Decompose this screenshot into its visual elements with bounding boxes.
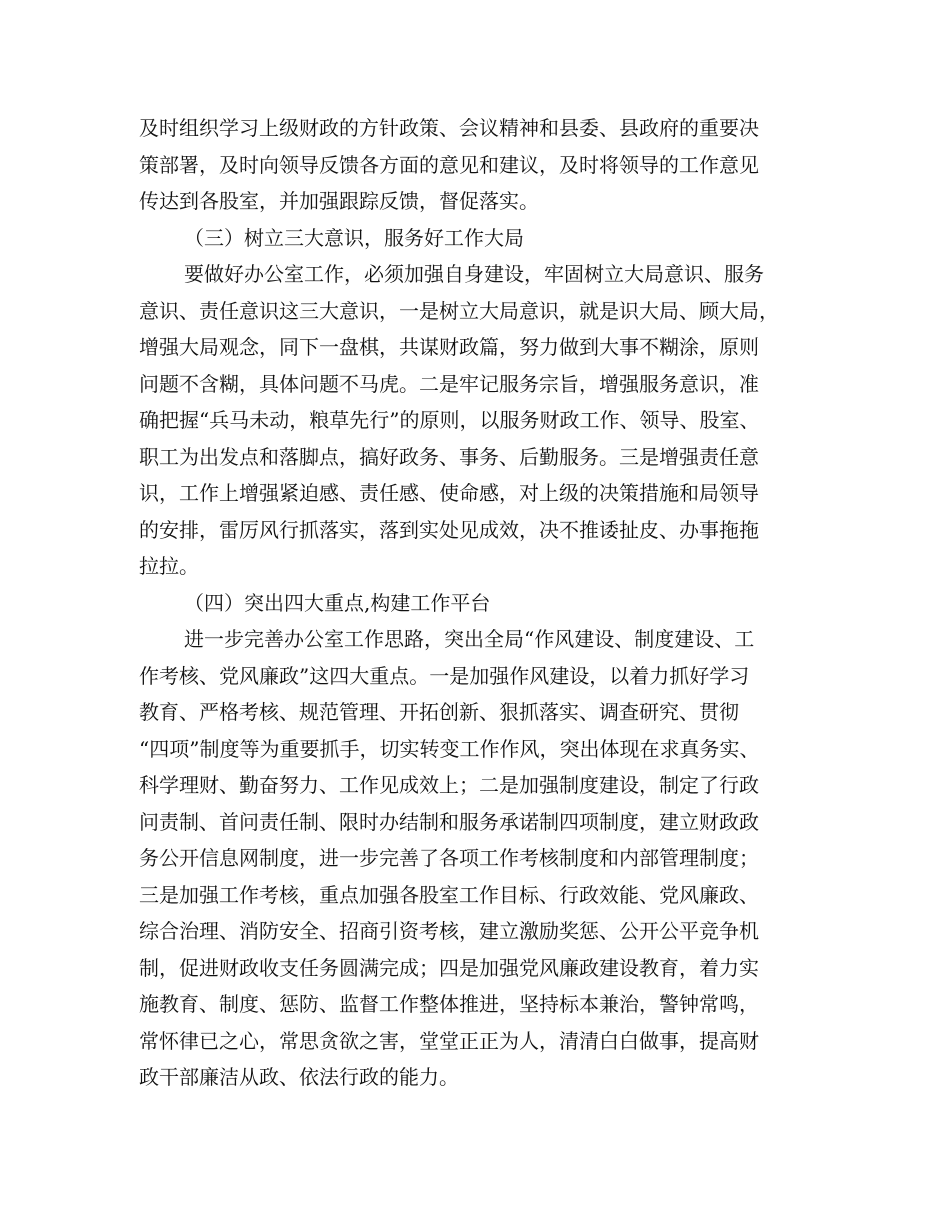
text-line: 务公开信息网制度，进一步完善了各项工作考核制度和内部管理制度； xyxy=(139,846,759,870)
text-line: 要做好办公室工作，必须加强自身建设，牢固树立大局意识、服务 xyxy=(184,262,764,286)
text-line: 教育、严格考核、规范管理、开拓创新、狠抓落实、调查研究、贯彻 xyxy=(139,700,739,724)
text-line: “四项”制度等为重要抓手，切实转变工作作风，突出体现在求真务实、 xyxy=(139,736,760,761)
section-heading-4: （四）突出四大重点,构建工作平台 xyxy=(184,590,491,615)
text-line: 政干部廉洁从政、依法行政的能力。 xyxy=(139,1065,459,1089)
text-line: 职工为出发点和落脚点，搞好政务、事务、后勤服务。三是增强责任意 xyxy=(139,444,759,469)
text-line: 问责制、首问责任制、限时办结制和服务承诺制四项制度，建立财政政 xyxy=(139,809,759,834)
text-line: 的安排，雷厉风行抓落实，落到实处见成效，决不推诿扯皮、办事拖拖 xyxy=(139,517,759,542)
text-line: 识，工作上增强紧迫感、责任感、使命感，对上级的决策措施和局领导 xyxy=(139,481,759,505)
text-line: 及时组织学习上级财政的方针政策、会议精神和县委、县政府的重要决 xyxy=(139,116,759,140)
text-line: 作考核、党风廉政”这四大重点。一是加强作风建设，以着力抓好学习 xyxy=(139,663,750,688)
text-line: 确把握“兵马未动，粮草先行”的原则，以服务财政工作、领导、股室、 xyxy=(139,408,760,432)
text-line: 意识、责任意识这三大意识，一是树立大局意识，就是识大局、顾大局， xyxy=(139,298,779,323)
document-body xyxy=(139,110,819,1096)
text-line: 拉拉。 xyxy=(139,554,199,578)
text-line: 策部署，及时向领导反馈各方面的意见和建议，及时将领导的工作意见 xyxy=(139,152,759,177)
text-line: 制，促进财政收支任务圆满完成；四是加强党风廉政建设教育，着力实 xyxy=(139,955,759,980)
text-line: 问题不含糊，具体问题不马虎。二是牢记服务宗旨，增强服务意识，准 xyxy=(139,371,759,396)
text-line: 进一步完善办公室工作思路，突出全局“作风建设、制度建设、工 xyxy=(184,627,755,651)
text-line: 综合治理、消防安全、招商引资考核，建立激励奖惩、公开公平竞争机 xyxy=(139,919,759,943)
section-heading-3: （三）树立三大意识，服务好工作大局 xyxy=(184,225,524,250)
text-line: 三是加强工作考核，重点加强各股室工作目标、行政效能、党风廉政、 xyxy=(139,882,759,907)
text-line: 科学理财、勤奋努力、工作见成效上；二是加强制度建设，制定了行政 xyxy=(139,773,759,797)
text-line: 传达到各股室，并加强跟踪反馈，督促落实。 xyxy=(139,189,539,213)
text-line: 增强大局观念，同下一盘棋，共谋财政篇，努力做到大事不糊涂，原则 xyxy=(139,335,759,359)
text-line: 施教育、制度、惩防、监督工作整体推进，坚持标本兼治，警钟常鸣， xyxy=(139,992,759,1016)
text-line: 常怀律已之心，常思贪欲之害，堂堂正正为人，清清白白做事，提高财 xyxy=(139,1028,759,1053)
